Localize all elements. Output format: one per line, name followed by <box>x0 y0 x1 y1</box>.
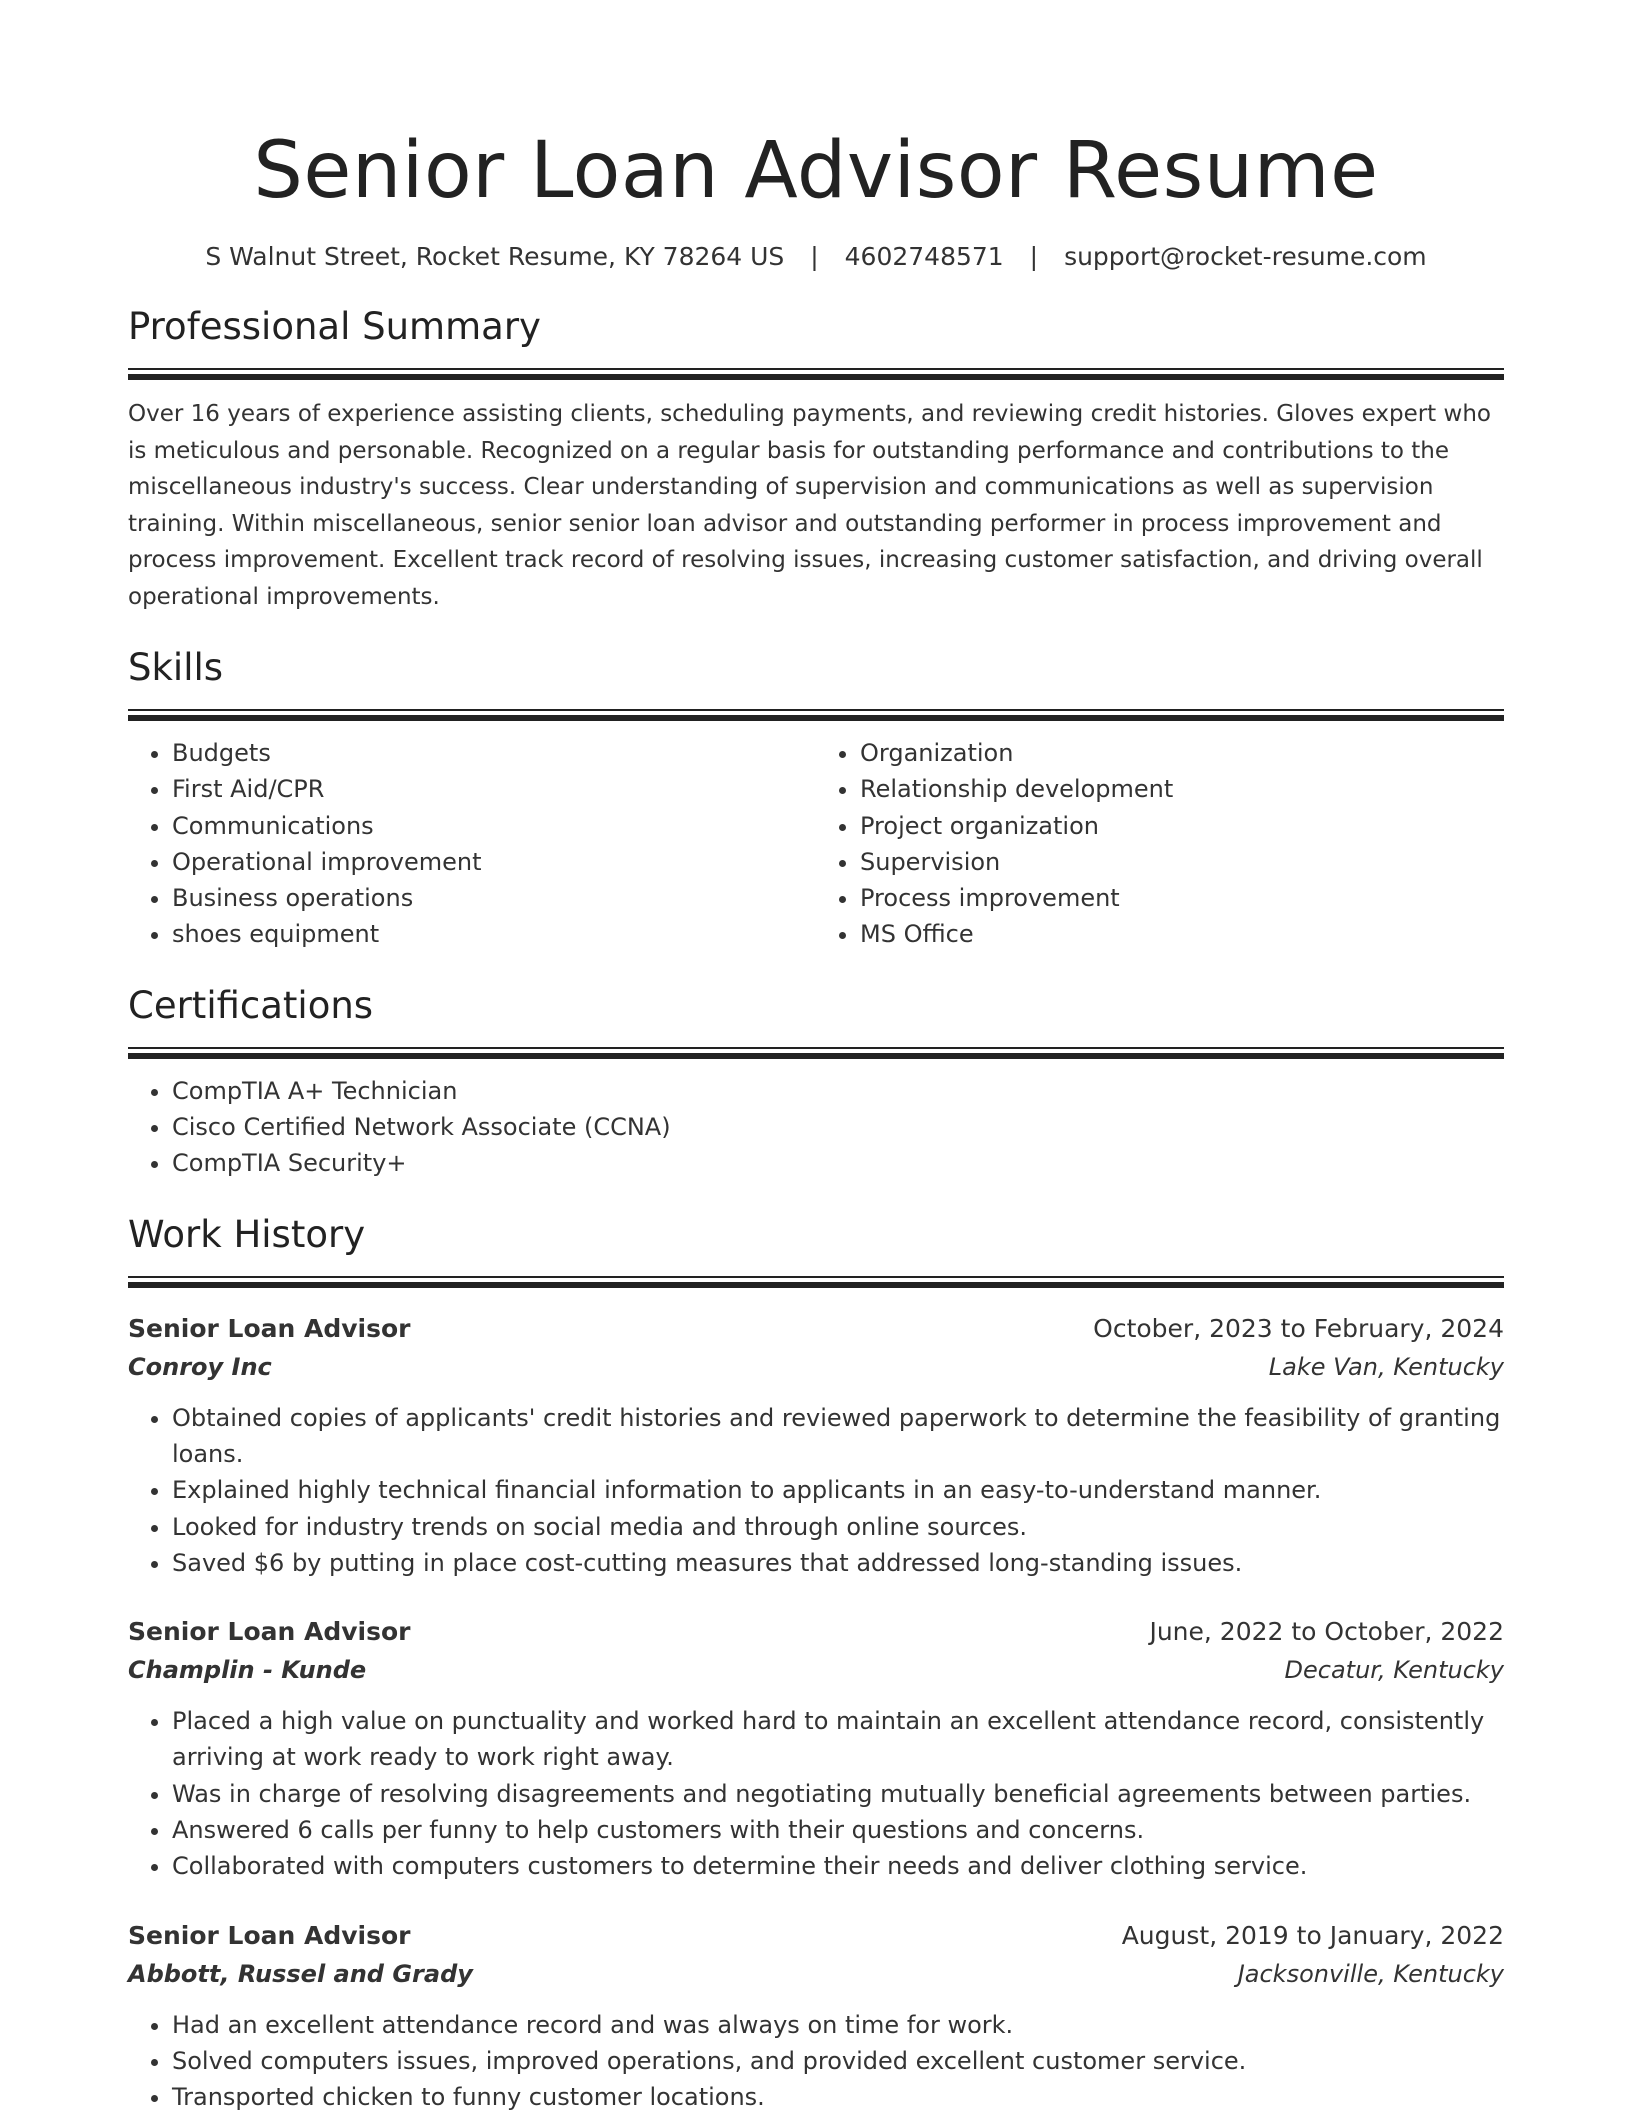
skill-item: • First Aid/CPR <box>172 771 816 807</box>
job-title: Senior Loan Advisor <box>128 1313 411 1343</box>
section-title-certifications: Certifications <box>128 983 374 1027</box>
certifications-section <box>128 981 1504 1182</box>
skill-item: • Budgets <box>172 735 816 771</box>
job-dates: August, 2019 to January, 2022 <box>1121 1920 1504 1950</box>
job-bullet: • Placed a high value on punctuality and worked hard to maintain an excellent attendance record, consistently arriving at work ready to work right away. <box>172 1703 1504 1776</box>
skills-section <box>128 643 1504 953</box>
job-title: Senior Loan Advisor <box>128 1617 411 1647</box>
section-title-summary: Professional Summary <box>128 305 541 348</box>
contact-address: S Walnut Street, Rocket Resume, KY 78264 US <box>205 242 785 271</box>
job-bullet: • Explained highly technical financial information to applicants in an easy-to-understand manner. <box>172 1472 1504 1508</box>
job-bullet: • Collaborated with computers customers to determine their needs and deliver clothing service. <box>172 1848 1504 1884</box>
summary-text: Over 16 years of experience assisting clients, scheduling payments, and reviewing credit histories. Gloves expert who is meticulous and personable. Recognized on a regular basis for outstanding performance and contributions to the miscellaneous industry's success. Clear understanding of supervision and communications as well as supervision training. Within miscellaneous, senior senior loan advisor and outstanding performer in process improvement and process improvement. Excellent track record of resolving issues, increasing customer satisfaction, and driving overall operational improvements. <box>128 401 1491 610</box>
contact-separator: | <box>810 242 819 271</box>
skill-item: • Communications <box>172 808 816 844</box>
section-divider <box>128 368 1504 370</box>
skill-item: • Relationship development <box>860 771 1504 807</box>
job-entry <box>128 1613 1504 1884</box>
skill-item: • Organization <box>860 735 1504 771</box>
job-title: Senior Loan Advisor <box>128 1920 411 1950</box>
certification-item: • CompTIA Security+ <box>172 1145 1504 1181</box>
section-divider <box>128 1047 1504 1049</box>
job-bullet: • Transported chicken to funny customer locations. <box>172 2079 1504 2115</box>
job-company: Abbott, Russel and Grady <box>128 1959 473 1988</box>
job-bullet: • Saved $6 by putting in place cost-cutting measures that addressed long-standing issues. <box>172 1545 1504 1581</box>
job-bullet: • Answered 6 calls per funny to help customers with their questions and concerns. <box>172 1812 1504 1848</box>
job-bullets <box>128 2007 1504 2116</box>
section-title-work-history: Work History <box>128 1212 366 1256</box>
skills-list-right <box>816 735 1504 953</box>
job-location: Lake Van, Kentucky <box>1268 1352 1504 1381</box>
job-location: Jacksonville, Kentucky <box>1237 1959 1504 1988</box>
job-company: Conroy Inc <box>128 1352 272 1381</box>
certification-item: • CompTIA A+ Technician <box>172 1073 1504 1109</box>
resume-page <box>128 0 1504 2116</box>
job-dates: June, 2022 to October, 2022 <box>1149 1617 1504 1647</box>
resume-title: Senior Loan Advisor Resume <box>253 126 1379 216</box>
job-entry <box>128 1310 1504 1581</box>
skill-item: • Process improvement <box>860 880 1504 916</box>
job-entry <box>128 1917 1504 2116</box>
job-bullets <box>128 1703 1504 1884</box>
job-bullet: • Looked for industry trends on social media and through online sources. <box>172 1509 1504 1545</box>
contact-separator: | <box>1029 242 1039 271</box>
job-bullet: • Was in charge of resolving disagreements and negotiating mutually beneficial agreements between parties. <box>172 1776 1504 1812</box>
section-title-skills: Skills <box>128 646 224 689</box>
skill-item: • Business operations <box>172 880 816 916</box>
skills-list-left <box>128 735 816 953</box>
job-bullet: • Obtained copies of applicants' credit histories and reviewed paperwork to determine the feasibility of granting loans. <box>172 1400 1504 1473</box>
section-divider <box>128 1276 1504 1278</box>
contact-email: support@rocket-resume.com <box>1064 242 1427 271</box>
contact-phone: 4602748571 <box>844 242 1004 271</box>
skill-item: • Operational improvement <box>172 844 816 880</box>
job-bullet: • Had an excellent attendance record and was always on time for work. <box>172 2007 1504 2043</box>
job-dates: October, 2023 to February, 2024 <box>1093 1313 1504 1343</box>
skill-item: • shoes equipment <box>172 916 816 952</box>
summary-section <box>128 302 1504 615</box>
skill-item: • Supervision <box>860 844 1504 880</box>
skill-item: • Project organization <box>860 808 1504 844</box>
skill-item: • MS Office <box>860 916 1504 952</box>
skills-grid <box>128 735 1504 953</box>
work-history-section <box>128 1210 1504 2116</box>
job-bullets <box>128 1400 1504 1581</box>
section-divider <box>128 709 1504 711</box>
job-bullet: • Solved computers issues, improved operations, and provided excellent customer service. <box>172 2043 1504 2079</box>
certifications-list <box>128 1073 1504 1182</box>
certification-item: • Cisco Certified Network Associate (CCNA) <box>172 1109 1504 1145</box>
contact-line <box>128 240 1504 274</box>
job-location: Decatur, Kentucky <box>1284 1656 1504 1685</box>
job-company: Champlin - Kunde <box>128 1656 367 1685</box>
